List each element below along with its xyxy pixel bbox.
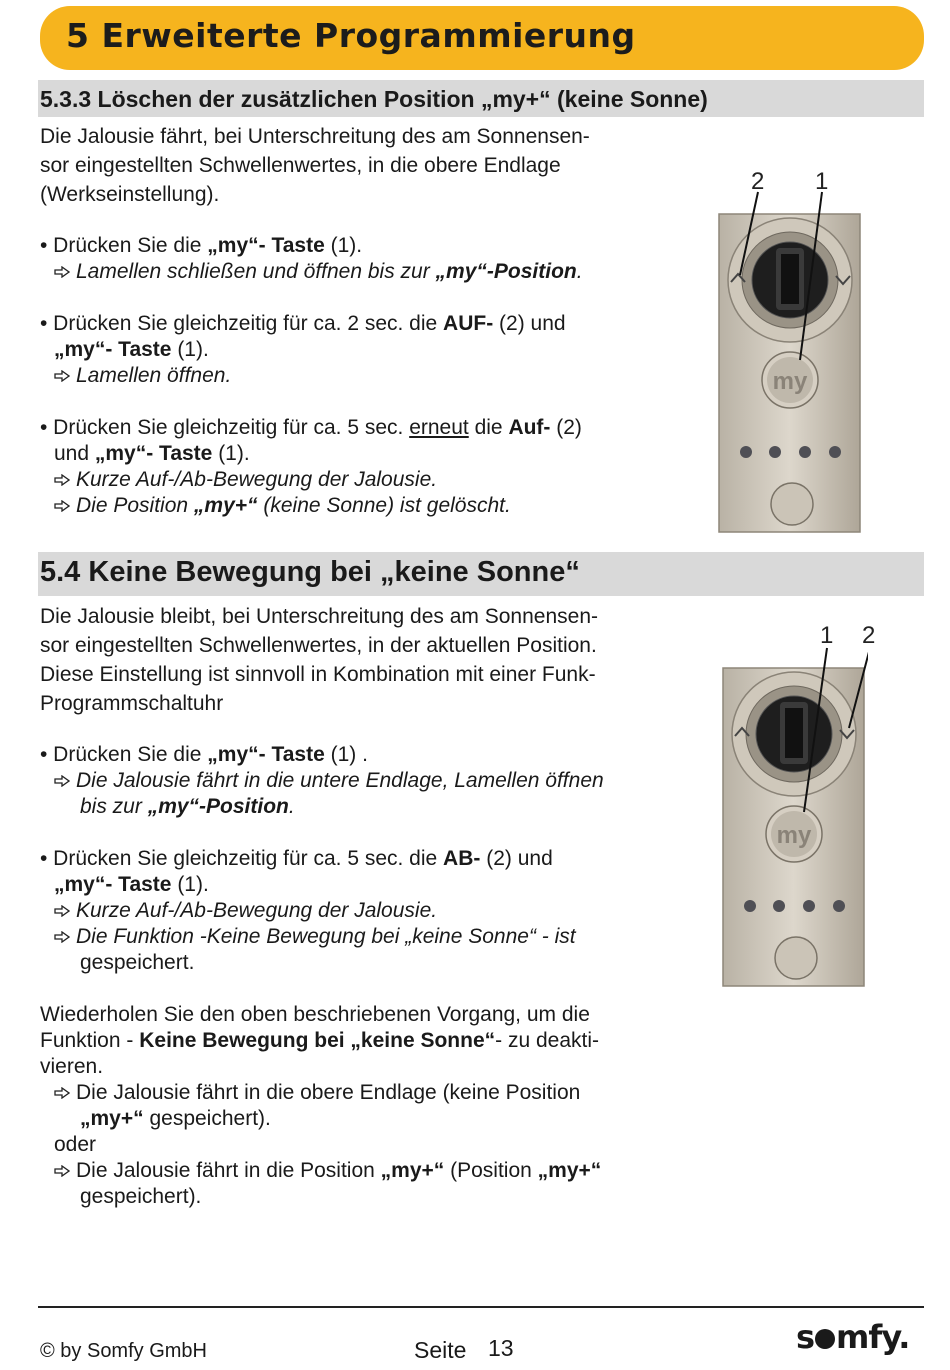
intro-line: (Werkseinstellung). [40,183,220,206]
callout-number: 1 [815,168,829,195]
instruction-step: • Drücken Sie gleichzeitig für ca. 2 sec. die AUF- (2) und [40,312,566,335]
somfy-logo: s mfy. [796,1318,910,1356]
instruction-step: „my“- Taste (1). [54,873,209,896]
intro-line: Die Jalousie bleibt, bei Unterschreitung des am Sonnensen- [40,605,598,628]
intro-line: Programmschaltuhr [40,692,224,715]
arrow-right-outline-icon [54,259,76,285]
intro-line: sor eingestellten Schwellenwertes, in der aktuellen Position. [40,634,597,657]
result-line: Die Jalousie fährt in die untere Endlage, Lamellen öffnen [54,768,604,794]
arrow-right-outline-icon [54,363,76,389]
page-number: 13 [488,1335,514,1361]
section-heading-5-3-3: 5.3.3 Löschen der zusätzlichen Position „my+“ (keine Sonne) [38,80,924,117]
instruction-step: • Drücken Sie gleichzeitig für ca. 5 sec. die AB- (2) und [40,847,553,870]
my-button-label: my [776,822,812,849]
result-line: gespeichert. [80,951,195,974]
intro-line: Diese Einstellung ist sinnvoll in Kombination mit einer Funk- [40,663,596,686]
arrow-right-outline-icon [54,898,76,924]
arrow-right-outline-icon [54,1080,76,1106]
footer-divider [38,1306,924,1308]
result-line: Die Funktion -Keine Bewegung bei „keine Sonne“ - ist [54,924,576,950]
paragraph-line: Wiederholen Sie den oben beschriebenen Vorgang, um die [40,1003,590,1026]
result-line: „my+“ gespeichert). [80,1107,271,1130]
my-button-label: my [772,368,808,395]
footer-copyright: © by Somfy GmbH [40,1340,207,1362]
section-heading-5-4: 5.4 Keine Bewegung bei „keine Sonne“ [38,552,924,596]
paragraph-line: vieren. [40,1055,104,1078]
arrow-right-outline-icon [54,467,76,493]
result-line: Kurze Auf-/Ab-Bewegung der Jalousie. [54,898,437,924]
instruction-step: • Drücken Sie die „my“- Taste (1). [40,234,363,257]
instruction-step: • Drücken Sie die „my“- Taste (1) . [40,743,368,766]
result-line: Die Jalousie fährt in die Position „my+“ (Position „my+“ [54,1158,601,1184]
instruction-step: „my“- Taste (1). [54,338,209,361]
result-line: bis zur „my“-Position. [80,795,295,818]
paragraph-line: Funktion - Keine Bewegung bei „keine Sonne“- zu deakti- [40,1029,599,1052]
result-line: Kurze Auf-/Ab-Bewegung der Jalousie. [54,467,437,493]
intro-line: sor eingestellten Schwellenwertes, in die obere Endlage [40,154,561,177]
instruction-step: • Drücken Sie gleichzeitig für ca. 5 sec. erneut die Auf- (2) [40,416,582,439]
remote-control-illustration [718,190,864,535]
result-line: Die Jalousie fährt in die obere Endlage (keine Position [54,1080,580,1106]
remote-control-illustration [722,646,868,991]
callout-number: 2 [862,622,876,649]
arrow-right-outline-icon [54,1158,76,1184]
arrow-right-outline-icon [54,493,76,519]
intro-line: Die Jalousie fährt, bei Unterschreitung des am Sonnensen- [40,125,590,148]
chapter-title: 5 Erweiterte Programmierung [66,16,636,55]
instruction-step: und „my“- Taste (1). [54,442,250,465]
page-label: Seite [414,1337,467,1363]
result-line: gespeichert). [80,1185,202,1208]
callout-number: 2 [751,168,765,195]
result-line: Lamellen schließen und öffnen bis zur „my“-Position. [54,259,583,285]
arrow-right-outline-icon [54,768,76,794]
paragraph-line: oder [54,1133,97,1156]
callout-number: 1 [820,622,834,649]
result-line: Lamellen öffnen. [54,363,231,389]
result-line: Die Position „my+“ (keine Sonne) ist gelöscht. [54,493,511,519]
arrow-right-outline-icon [54,924,76,950]
